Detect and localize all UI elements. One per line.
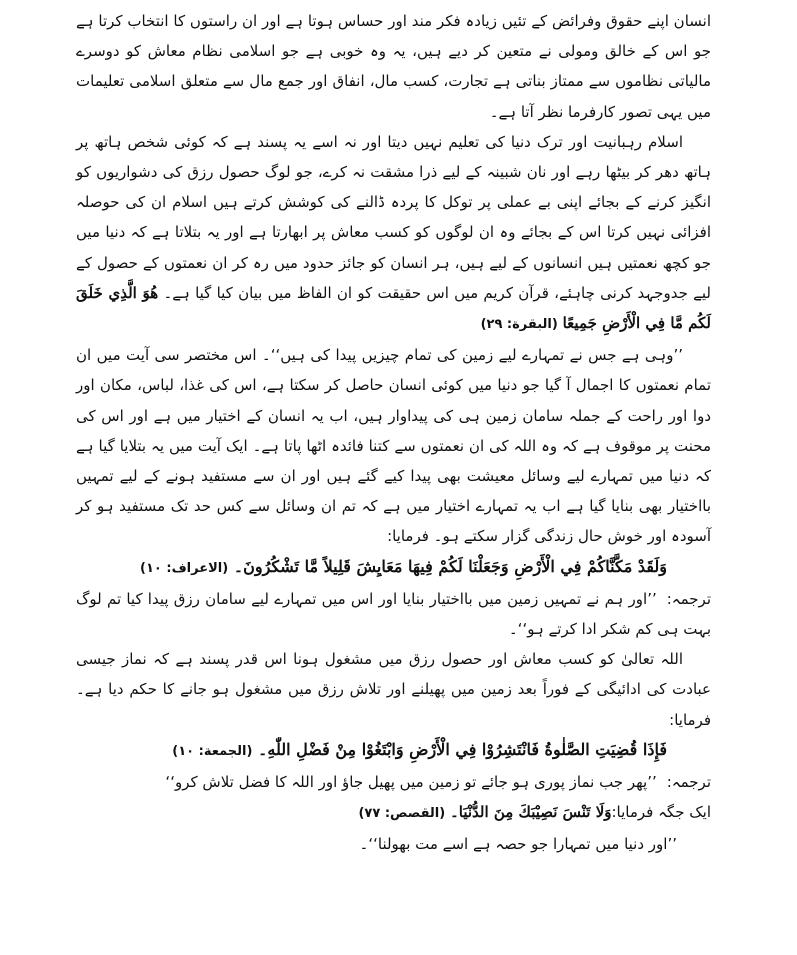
paragraph-another-place [76, 797, 711, 829]
translation-label: ترجمہ: [666, 773, 711, 792]
verse-reference-araf: (الاعراف: ۱۰) [140, 560, 229, 576]
quran-verse-jumuah-text: فَإِذَا قُضِيَتِ الصَّلٰوةُ فَانْتَشِرُوْا فِي الْأَرْضِ وَابْتَغُوْا مِنْ فَضْلِ اللّٰهِ۔ [258, 739, 667, 759]
quran-verse-araf-text: وَلَقَدْ مَكَّنَّاكُمْ فِي الْأَرْضِ وَجَعَلْنَا لَكُمْ فِيهَا مَعَايِشَ قَلِيلاً مَّا تَشْكُرُونَ۔ [233, 556, 667, 576]
verse-reference-jumuah: (الجمعة: ۱۰) [172, 743, 253, 759]
paragraph-prayer-livelihood: اللہ تعالیٰ کو کسب معاش اور حصول رزق میں مشغول ہونا اس قدر پسند ہے کہ نماز جیسی عبادت کی ادائیگی کے فوراً بعد زمین میں پھیلنے اور تلاش رزق میں مشغول ہو جانے کا حکم دیا ہے۔ فرمایا: [76, 650, 711, 729]
paragraph-islam-livelihood [76, 127, 711, 340]
quran-verse-araf [76, 552, 711, 584]
translation-jumuah-text: ’’پھر جب نماز پوری ہو جائے تو زمین میں پھیل جاؤ اور اللہ کا فضل تلاش کرو‘‘ [165, 773, 657, 792]
paragraph-rights-duties: انسان اپنے حقوق وفرائض کے تئیں زیادہ فکر مند اور حساس ہوتا ہے اور ان راستوں کا انتخاب کرتا ہے جو اس کے خالق ومولی نے متعین کر دیے ہیں، یہ وہ خوبی ہے جو اسلامی نظام معاش کو دوسرے مالیاتی نظاموں سے ممتاز بناتی ہے تجارت، کسب مال، انفاق اور جمع مال سے متعلق اسلامی تعلیمات میں یہی تصور کارفرما نظر آتا ہے۔ [76, 12, 711, 121]
translation-qasas: ’’اور دنیا میں تمہارا جو حصہ ہے اسے مت بھولنا‘‘۔ [359, 835, 677, 854]
quran-verse-qasas: وَلَا تَنْسَ نَصِيْبَكَ مِنَ الدُّنْيَا۔ [449, 803, 612, 822]
translation-araf [76, 584, 711, 644]
paragraph-another-place-text: ایک جگہ فرمایا: [611, 803, 711, 822]
verse-reference-baqarah: (البقرة: ۲۹) [480, 317, 558, 333]
verse-reference-qasas: (القصص: ۷۷) [358, 806, 446, 822]
translation-label: ترجمہ: [666, 589, 711, 608]
paragraph-verse-explanation: ’’وہی ہے جس نے تمہارے لیے زمین کی تمام چیزیں پیدا کی ہیں‘‘۔ اس مختصر سی آیت میں ان تمام نعمتوں کا اجمال آ گیا جو دنیا میں کوئی انسان حاصل کر سکتا ہے، اس کی غذا، لباس، مکان اور دوا اور راحت کے جملہ سامان زمین ہی کی پیداوار ہیں، اب یہ انسان کے اختیار میں ہے اور اس کی محنت پر موقوف ہے کہ وہ اللہ کی ان نعمتوں سے کتنا فائدہ اٹھا پاتا ہے۔ ایک آیت میں یہ بتلایا گیا ہے کہ دنیا میں تمہارے لیے وسائل معیشت بھی پیدا کیے گئے ہیں اور ان سے مستفید ہونے کے لیے تمہیں بااختیار بھی بنایا گیا ہے اب یہ تمہارے اختیار میں ہے کہ تم ان وسائل سے کس حد تک مستفید ہو کر آسودہ اور خوش حال زندگی گزار سکتے ہو۔ فرمایا: [76, 346, 711, 546]
quran-verse-jumuah [76, 735, 711, 767]
paragraph-islam-livelihood-text: اسلام رہبانیت اور ترک دنیا کی تعلیم نہیں دیتا اور نہ اسے یہ پسند ہے کہ کوئی شخص ہاتھ پر ہاتھ دھر کر بیٹھا رہے اور نان شبینہ کے لیے ذرا مشقت نہ کرے، جو لوگ حصول رزق کی دشواریوں کو انگیز کرنے کے بجائے اپنی بے عملی پر توکل کا پردہ ڈالنے کی کوشش کرتے ہیں اسلام ان کی حوصلہ افزائی نہیں کرتا اس کے بجائے وہ ان لوگوں کو کسب معاش پر ابھارتا ہے اور یہ بتلاتا ہے کہ دنیا میں جو کچھ نعمتیں ہیں انسانوں کے لیے ہیں، ہر انسان کو جائز حدود میں رہ کر ان نعمتوں کے حصول کے لیے جدوجہد کرنی چاہئے، قرآن کریم میں اس حقیقت کو ان الفاظ میں بیان کیا گیا ہے۔ [76, 132, 711, 302]
translation-araf-text: ’’اور ہم نے تمہیں زمین میں بااختیار بنایا اور اس میں تمہارے لیے سامان رزق پیدا کیا تم لوگ بہت ہی کم شکر ادا کرتے ہو‘‘۔ [76, 589, 711, 639]
translation-jumuah [76, 767, 711, 797]
quran-verse-baqarah: هُوَ الَّذِي خَلَقَ لَكُم مَّا فِي الْأَرْضِ جَمِيعًا [76, 283, 711, 333]
